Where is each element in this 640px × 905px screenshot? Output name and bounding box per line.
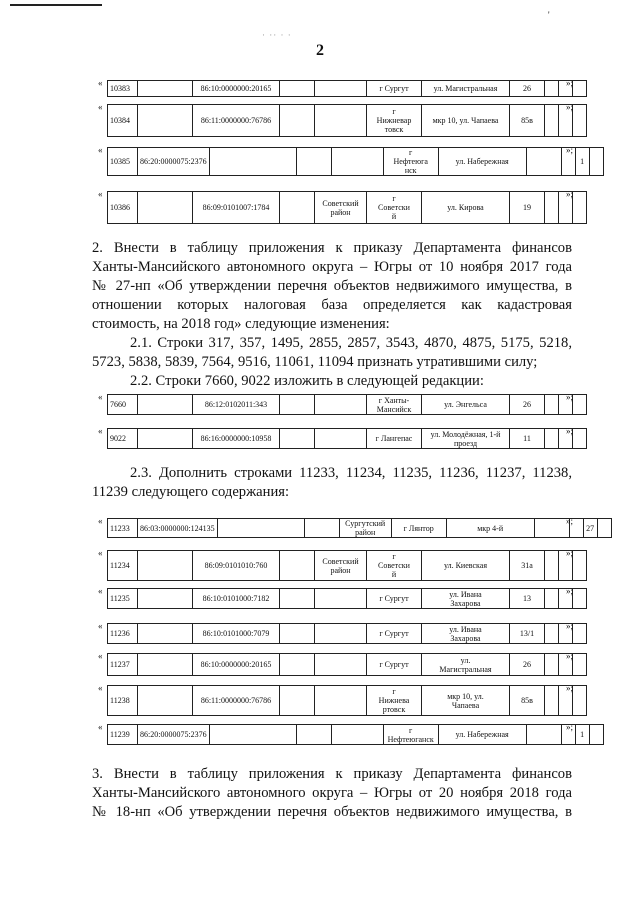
- row-close-quote: »;: [566, 392, 574, 402]
- section-2-line-4: отношении которых налоговая база определяется как кадастровая: [92, 297, 572, 313]
- row-open-quote: «: [98, 722, 103, 732]
- table-cell: [534, 519, 569, 538]
- table-cell: [331, 725, 383, 745]
- table-cell: [280, 589, 315, 609]
- table-cell: [138, 686, 193, 716]
- table-cell: [545, 81, 559, 97]
- table-row: [107, 394, 587, 415]
- table-row: [107, 588, 587, 609]
- table-cell: г Ханты-Мансийск: [367, 395, 422, 415]
- table-row: [107, 653, 587, 676]
- table-cell: [280, 429, 315, 449]
- row-close-quote: »;: [566, 651, 574, 661]
- table-cell: [315, 429, 367, 449]
- row-close-quote: »;: [566, 548, 574, 558]
- table-cell: 11234: [108, 551, 138, 581]
- table-cell: мкр 10, ул. Чапаева: [422, 686, 510, 716]
- table-cell: [138, 105, 193, 137]
- table-cell: г Сургут: [367, 624, 422, 644]
- table-cell: [209, 725, 296, 745]
- section-3-line-2: Ханты-Мансийского автономного округа – Югры от 20 ноября 2018 года: [92, 785, 572, 801]
- table-row: [107, 550, 587, 581]
- table-cell: ул. Магистральная: [422, 654, 510, 676]
- table-cell: [315, 589, 367, 609]
- table-cell: [315, 686, 367, 716]
- table-cell: 86:11:0000000:76786: [193, 686, 280, 716]
- table-cell: [315, 624, 367, 644]
- table-cell: 26: [510, 395, 545, 415]
- table-cell: 27: [583, 519, 597, 538]
- table-cell: 85в: [510, 686, 545, 716]
- table-cell: ул. Киевская: [422, 551, 510, 581]
- section-2-line-1: 2. Внести в таблицу приложения к приказу Департамента финансов: [92, 240, 572, 256]
- table-cell: г Сургут: [367, 81, 422, 97]
- table-cell: г Лангепас: [367, 429, 422, 449]
- table-cell: 9022: [108, 429, 138, 449]
- table-cell: [545, 589, 559, 609]
- row-open-quote: «: [98, 621, 103, 631]
- table-cell: [304, 519, 339, 538]
- row-open-quote: «: [98, 392, 103, 402]
- table-cell: [280, 192, 315, 224]
- table-cell: ул. Магистральная: [422, 81, 510, 97]
- table-cell: 13: [510, 589, 545, 609]
- table-row: [107, 724, 604, 745]
- table-cell: 11239: [108, 725, 138, 745]
- row-close-quote: »;: [566, 78, 574, 88]
- table-cell: 86:12:0102011:343: [193, 395, 280, 415]
- table-cell: [138, 654, 193, 676]
- table-cell: [315, 395, 367, 415]
- table-cell: [589, 725, 603, 745]
- row-close-quote: »;: [566, 145, 574, 155]
- item-2-1-line-2: 5723, 5838, 5839, 7564, 9516, 11061, 11094 признать утратившими силу;: [92, 354, 538, 370]
- top-rule: [10, 4, 102, 6]
- table-cell: [280, 105, 315, 137]
- table-cell: [545, 192, 559, 224]
- table-row: [107, 428, 587, 449]
- section-2-line-5: стоимость, на 2018 год» следующие изменения:: [92, 316, 390, 332]
- table-cell: [589, 148, 603, 176]
- section-2-line-2: Ханты-Мансийского автономного округа – Югры от 10 ноября 2017 года: [92, 259, 572, 275]
- table-cell: 31а: [510, 551, 545, 581]
- table-cell: [573, 624, 587, 644]
- table-cell: 13/1: [510, 624, 545, 644]
- table-cell: г Лянтор: [391, 519, 446, 538]
- table-cell: г Нижнева ртовск: [367, 686, 422, 716]
- table-cell: [573, 551, 587, 581]
- table-cell: 26: [510, 654, 545, 676]
- table-cell: г Сургут: [367, 654, 422, 676]
- table-cell: 86:09:0101007:1784: [193, 192, 280, 224]
- table-cell: [545, 395, 559, 415]
- row-close-quote: »;: [566, 586, 574, 596]
- table-cell: [280, 686, 315, 716]
- table-cell: [573, 686, 587, 716]
- table-cell: [545, 429, 559, 449]
- table-cell: [573, 429, 587, 449]
- table-row: [107, 191, 587, 224]
- table-cell: Советский район: [315, 551, 367, 581]
- table-cell: [526, 725, 561, 745]
- table-cell: 11235: [108, 589, 138, 609]
- table-cell: [138, 395, 193, 415]
- table-cell: [315, 81, 367, 97]
- table-cell: 86:10:0000000:20165: [193, 654, 280, 676]
- table-cell: г Советски й: [367, 192, 422, 224]
- table-cell: ул. Кирова: [422, 192, 510, 224]
- table-cell: 10386: [108, 192, 138, 224]
- table-cell: [217, 519, 304, 538]
- row-open-quote: «: [98, 586, 103, 596]
- table-cell: [138, 624, 193, 644]
- table-cell: 10384: [108, 105, 138, 137]
- table-cell: [573, 395, 587, 415]
- table-cell: [280, 551, 315, 581]
- row-close-quote: »;: [566, 621, 574, 631]
- item-2-3-line-1: 2.3. Дополнить строками 11233, 11234, 11235, 11236, 11237, 11238,: [130, 465, 572, 481]
- section-3-line-1: 3. Внести в таблицу приложения к приказу Департамента финансов: [92, 766, 572, 782]
- tick-mark: ': [548, 10, 550, 20]
- table-cell: [573, 81, 587, 97]
- row-close-quote: »;: [566, 189, 574, 199]
- table-cell: [296, 148, 331, 176]
- row-open-quote: «: [98, 145, 103, 155]
- table-cell: г Нефтеюганск: [383, 725, 438, 745]
- table-cell: 86:11:0000000:76786: [193, 105, 280, 137]
- row-open-quote: «: [98, 651, 103, 661]
- item-2-1-line-1: 2.1. Строки 317, 357, 1495, 2855, 2857, 3543, 4870, 4875, 5175, 5218,: [130, 335, 572, 351]
- row-open-quote: «: [98, 78, 103, 88]
- row-open-quote: «: [98, 683, 103, 693]
- table-cell: 86:16:0000000:10958: [193, 429, 280, 449]
- table-cell: 85в: [510, 105, 545, 137]
- table-cell: [280, 624, 315, 644]
- table-cell: [545, 686, 559, 716]
- table-cell: [209, 148, 296, 176]
- table-cell: [545, 551, 559, 581]
- table-row: [107, 80, 587, 97]
- table-cell: г Нефтеюга нск: [383, 148, 438, 176]
- table-row: [107, 623, 587, 644]
- table-cell: [280, 81, 315, 97]
- table-cell: ул. Набережная: [438, 725, 526, 745]
- table-cell: мкр 10, ул. Чапаева: [422, 105, 510, 137]
- table-cell: 26: [510, 81, 545, 97]
- page-number: 2: [316, 42, 324, 59]
- table-cell: 11236: [108, 624, 138, 644]
- table-cell: Сургутский район: [339, 519, 391, 538]
- table-row: [107, 147, 604, 176]
- table-cell: Советский район: [315, 192, 367, 224]
- table-cell: ул. Энгельса: [422, 395, 510, 415]
- table-cell: [573, 654, 587, 676]
- row-open-quote: «: [98, 189, 103, 199]
- table-row: [107, 104, 587, 137]
- table-row: [107, 685, 587, 716]
- table-cell: ул. Ивана Захарова: [422, 624, 510, 644]
- table-cell: 10385: [108, 148, 138, 176]
- table-cell: 7660: [108, 395, 138, 415]
- table-cell: [545, 105, 559, 137]
- table-cell: ул. Набережная: [438, 148, 526, 176]
- table-cell: [331, 148, 383, 176]
- table-cell: 11233: [108, 519, 138, 538]
- table-row: [107, 518, 612, 538]
- table-cell: 19: [510, 192, 545, 224]
- table-cell: [526, 148, 561, 176]
- table-cell: 11237: [108, 654, 138, 676]
- table-cell: [315, 654, 367, 676]
- section-2-line-3: № 27-нп «Об утверждении перечня объектов недвижимого имущества, в: [92, 278, 572, 294]
- section-3-line-3: № 18-нп «Об утверждении перечня объектов недвижимого имущества, в: [92, 804, 572, 820]
- table-cell: мкр 4-й: [446, 519, 534, 538]
- row-close-quote: »;: [566, 683, 574, 693]
- table-cell: 86:10:0101000:7079: [193, 624, 280, 644]
- table-cell: [138, 192, 193, 224]
- table-cell: г Нижневар товск: [367, 105, 422, 137]
- table-cell: [545, 654, 559, 676]
- row-open-quote: «: [98, 548, 103, 558]
- row-close-quote: »;: [566, 426, 574, 436]
- table-cell: [296, 725, 331, 745]
- table-cell: [280, 654, 315, 676]
- item-2-2: 2.2. Строки 7660, 9022 изложить в следующей редакции:: [130, 373, 484, 389]
- table-cell: [545, 624, 559, 644]
- table-cell: [573, 192, 587, 224]
- table-cell: 11: [510, 429, 545, 449]
- row-close-quote: »;: [566, 102, 574, 112]
- item-2-3-line-2: 11239 следующего содержания:: [92, 484, 290, 500]
- table-cell: 86:09:0101010:760: [193, 551, 280, 581]
- table-cell: [138, 589, 193, 609]
- scan-artifact: · ·· · ·: [262, 30, 292, 40]
- table-cell: [597, 519, 611, 538]
- table-cell: г Сургут: [367, 589, 422, 609]
- table-cell: 10383: [108, 81, 138, 97]
- table-cell: [280, 395, 315, 415]
- table-cell: [573, 105, 587, 137]
- row-open-quote: «: [98, 426, 103, 436]
- row-close-quote: »;: [566, 722, 574, 732]
- table-cell: [138, 429, 193, 449]
- table-cell: [138, 551, 193, 581]
- table-cell: 1: [575, 148, 589, 176]
- table-cell: 1: [575, 725, 589, 745]
- table-cell: г Советски й: [367, 551, 422, 581]
- row-open-quote: «: [98, 516, 103, 526]
- table-cell: 86:20:0000075:2376: [138, 148, 210, 176]
- table-cell: 86:10:0101000:7182: [193, 589, 280, 609]
- table-cell: 86:10:0000000:20165: [193, 81, 280, 97]
- table-cell: 86:03:0000000:124135: [138, 519, 218, 538]
- row-open-quote: «: [98, 102, 103, 112]
- table-cell: [138, 81, 193, 97]
- table-cell: 11238: [108, 686, 138, 716]
- table-cell: ул. Молодёжная, 1-й проезд: [422, 429, 510, 449]
- table-cell: 86:20:0000075:2376: [138, 725, 210, 745]
- table-cell: ул. Ивана Захарова: [422, 589, 510, 609]
- table-cell: [315, 105, 367, 137]
- row-close-quote: »;: [566, 516, 574, 526]
- table-cell: [573, 589, 587, 609]
